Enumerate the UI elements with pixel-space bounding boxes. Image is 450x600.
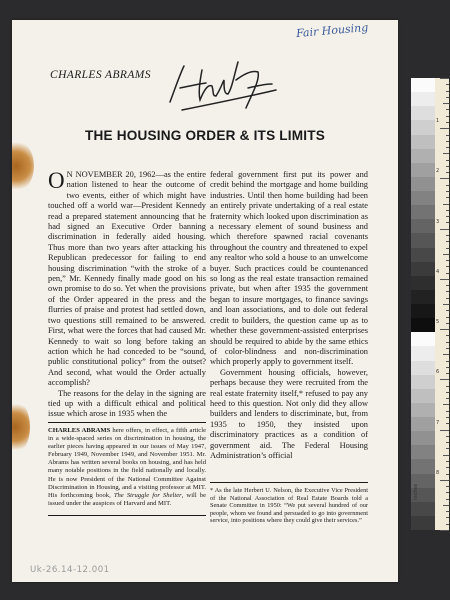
color-scale-ruler (411, 78, 449, 530)
gray-patch (411, 431, 435, 445)
gray-patch (411, 149, 435, 163)
ruler-tick (446, 342, 449, 343)
ruler-tick (446, 222, 449, 223)
gray-patch (411, 219, 435, 233)
ruler-tick (446, 499, 449, 500)
ruler-tick (446, 448, 449, 449)
ruler-tick (446, 467, 449, 468)
right-column (210, 170, 368, 461)
gray-patch (411, 332, 435, 346)
paragraph-text: —as the entire nation listened to hear the outcome of two events, either of which might have touched off a world war—President Kennedy read a prepared statement announcing that he had signed an Executive Order banning discrimination in federally aided housing. Thus more than two years after attacking his Republican predecessor for failing to end housing discrimination “with the stroke of a pen,” Mr. Kennedy finally made good on his own promise to do so. Yet when the provisions of the Order appeared in the press and the flurries of praise and protest had settled down, two questions still remained to be answered. First, what were the forces that had caused Mr. Kennedy to wait so long before taking an action which he had conceded to be “sound, public constitutional policy” from the outset? And second, what would the Order actually accomplish? (48, 170, 206, 388)
ruler-tick (443, 505, 449, 506)
gray-patch (411, 135, 435, 149)
ruler-tick (446, 210, 449, 211)
ruler-number: 7 (436, 419, 440, 426)
gray-patch (411, 361, 435, 375)
ruler-tick (446, 298, 449, 299)
ruler-tick (446, 266, 449, 267)
handwritten-note: Fair Housing (295, 20, 369, 41)
ruler-tick (446, 436, 449, 437)
ruler-tick (446, 147, 449, 148)
book-title: The Struggle for Shelter (113, 491, 182, 499)
ruler-tick (446, 141, 449, 142)
ruler-tick (443, 354, 449, 355)
ruler-tick (446, 417, 449, 418)
bio-text: here offers, in effect, a fifth article in a wide-spaced series on discrimination in housing, the earlier pieces having appeared in our issues of May 1947, February 1949, November 1949, and November 1951. Mr. Abrams has written several books on housing, and has held many notable positions in the field nationally and locally. He is now President of the National Committee Against Discrimination in Housing, and a visiting professor at MIT. His forthcoming book, (48, 427, 206, 499)
ruler-tick (443, 103, 449, 104)
ruler-tick (446, 216, 449, 217)
gray-patch (411, 417, 435, 431)
gray-patch (411, 389, 435, 403)
gray-patch (411, 248, 435, 262)
paragraph: Government housing officials, however, perhaps because they were recruited from the real estate fraternity itself,* refused to pay any heed to this question. Not only did they allow builders and lenders to discriminate, but, from 1935 to 1950, they insisted upon discriminatory practices as a condition of government aid. The Federal Housing Administration’s official (210, 367, 368, 460)
ruler-tick (446, 191, 449, 192)
ruler-tick (446, 241, 449, 242)
ruler-number: 6 (436, 369, 440, 376)
paragraph: The reasons for the delay in the signing are tied up with a difficult ethical and political issue which arose in 1935 when the (48, 388, 206, 419)
ruler-tick (446, 335, 449, 336)
ruler-tick (440, 78, 449, 79)
ruler-tick (446, 373, 449, 374)
ruler-tick (446, 197, 449, 198)
ruler-tick (446, 122, 449, 123)
gray-patch (411, 233, 435, 247)
gray-patch (411, 177, 435, 191)
stain-bottom (12, 400, 30, 454)
gray-patch (411, 106, 435, 120)
bio-text-end: , will be issued under the auspices of Harvard and MIT. (48, 491, 206, 507)
gray-patch (411, 205, 435, 219)
bio-divider-bottom (48, 515, 206, 516)
ruler-tick (443, 404, 449, 405)
gray-patch (411, 346, 435, 360)
ruler-tick (446, 116, 449, 117)
ruler-tick (446, 348, 449, 349)
ruler-tick (446, 185, 449, 186)
inch-ruler (435, 78, 449, 530)
lead-in: N NOVEMBER 20, 1962 (66, 170, 156, 179)
gray-patch (411, 445, 435, 459)
ruler-tick (440, 329, 449, 330)
ruler-tick (446, 492, 449, 493)
gray-patch (411, 290, 435, 304)
ruler-tick (446, 392, 449, 393)
gray-patch (411, 403, 435, 417)
gray-patch (411, 459, 435, 473)
ruler-unit-label: inches (413, 483, 419, 500)
ruler-tick (446, 511, 449, 512)
bio-name: CHARLES ABRAMS (48, 427, 111, 434)
ruler-tick (446, 474, 449, 475)
ruler-tick (440, 178, 449, 179)
ruler-tick (446, 160, 449, 161)
ruler-tick (440, 530, 449, 531)
gray-patch (411, 502, 435, 516)
ruler-tick (446, 461, 449, 462)
gray-patch (411, 262, 435, 276)
ruler-tick (446, 524, 449, 525)
ruler-tick (446, 486, 449, 487)
paragraph: federal government first put its power and credit behind the mortgage and home building industries. Until then home building had been an entirely private undertaking of a real estate fraternity which looked upon discrimination as a necessary element of sound business and which therefore spawned racial covenants throughout the country and threatened to expel any realtor who sold a house to an unwelcome buyer. Such practices could be countenanced so long as the real estate transaction remained private, but when after 1935 the government began to insure mortgages, to finance savings and loan associations, and to dole out federal credit to builders, the question came up as to whether these government-assisted enterprises should be required to abide by the same ethics of color-blindness and non-discrimination which properly apply to government itself. (210, 170, 368, 367)
ruler-tick (446, 84, 449, 85)
gray-patch (411, 276, 435, 290)
drop-cap: O (48, 168, 65, 193)
ruler-tick (443, 153, 449, 154)
ruler-tick (440, 229, 449, 230)
ruler-tick (446, 97, 449, 98)
ruler-number: 4 (436, 268, 440, 275)
gray-patch (411, 120, 435, 134)
ruler-tick (446, 260, 449, 261)
ruler-tick (446, 317, 449, 318)
ruler-tick (446, 361, 449, 362)
bio-note (48, 427, 206, 508)
ruler-tick (440, 128, 449, 129)
archive-code: Uk-26.14-12.001 (30, 565, 110, 575)
ruler-tick (446, 273, 449, 274)
gray-patch (411, 163, 435, 177)
ruler-tick (446, 109, 449, 110)
ruler-number: 1 (436, 118, 440, 125)
ruler-tick (446, 91, 449, 92)
gray-patch (411, 318, 435, 332)
ruler-tick (446, 285, 449, 286)
ruler-tick (446, 386, 449, 387)
ruler-number: 3 (436, 218, 440, 225)
ruler-tick (443, 204, 449, 205)
ruler-tick (446, 411, 449, 412)
gray-patch (411, 191, 435, 205)
ruler-tick (440, 379, 449, 380)
gray-patch (411, 92, 435, 106)
gray-patch (411, 304, 435, 318)
ruler-tick (440, 430, 449, 431)
article-title: THE HOUSING ORDER & ITS LIMITS (84, 128, 326, 143)
ruler-tick (446, 166, 449, 167)
ruler-tick (443, 455, 449, 456)
ruler-tick (446, 291, 449, 292)
ruler-tick (446, 423, 449, 424)
ruler-tick (440, 480, 449, 481)
footnote-divider (210, 482, 368, 483)
ruler-tick (446, 248, 449, 249)
ruler-tick (446, 398, 449, 399)
ruler-tick (446, 517, 449, 518)
ruler-tick (446, 135, 449, 136)
ruler-number: 8 (436, 469, 440, 476)
left-column (48, 170, 206, 420)
ruler-tick (446, 172, 449, 173)
signature (162, 50, 282, 120)
ruler-number: 5 (436, 319, 440, 326)
gray-patch (411, 78, 435, 92)
ruler-tick (446, 367, 449, 368)
ruler-tick (443, 254, 449, 255)
author-name: CHARLES ABRAMS (50, 69, 151, 81)
document-page (12, 20, 398, 582)
ruler-number: 2 (436, 168, 440, 175)
ruler-tick (440, 279, 449, 280)
ruler-tick (446, 235, 449, 236)
stain-top (12, 140, 34, 192)
gray-patch (411, 375, 435, 389)
bio-divider-top (48, 422, 206, 423)
lead-paragraph (48, 170, 206, 389)
ruler-tick (443, 304, 449, 305)
ruler-tick (446, 442, 449, 443)
gray-patch (411, 516, 435, 530)
ruler-tick (446, 323, 449, 324)
ruler-tick (446, 310, 449, 311)
footnote: * As the late Herbert U. Nelson, the Executive Vice President of the National Association of Real Estate Boards told a Senate Committee in 1950: “We put several hundred of our people, whom we found and persuaded to go into government service, into positions where they could give their services.” (210, 487, 368, 525)
gray-scale-strip (411, 78, 435, 530)
